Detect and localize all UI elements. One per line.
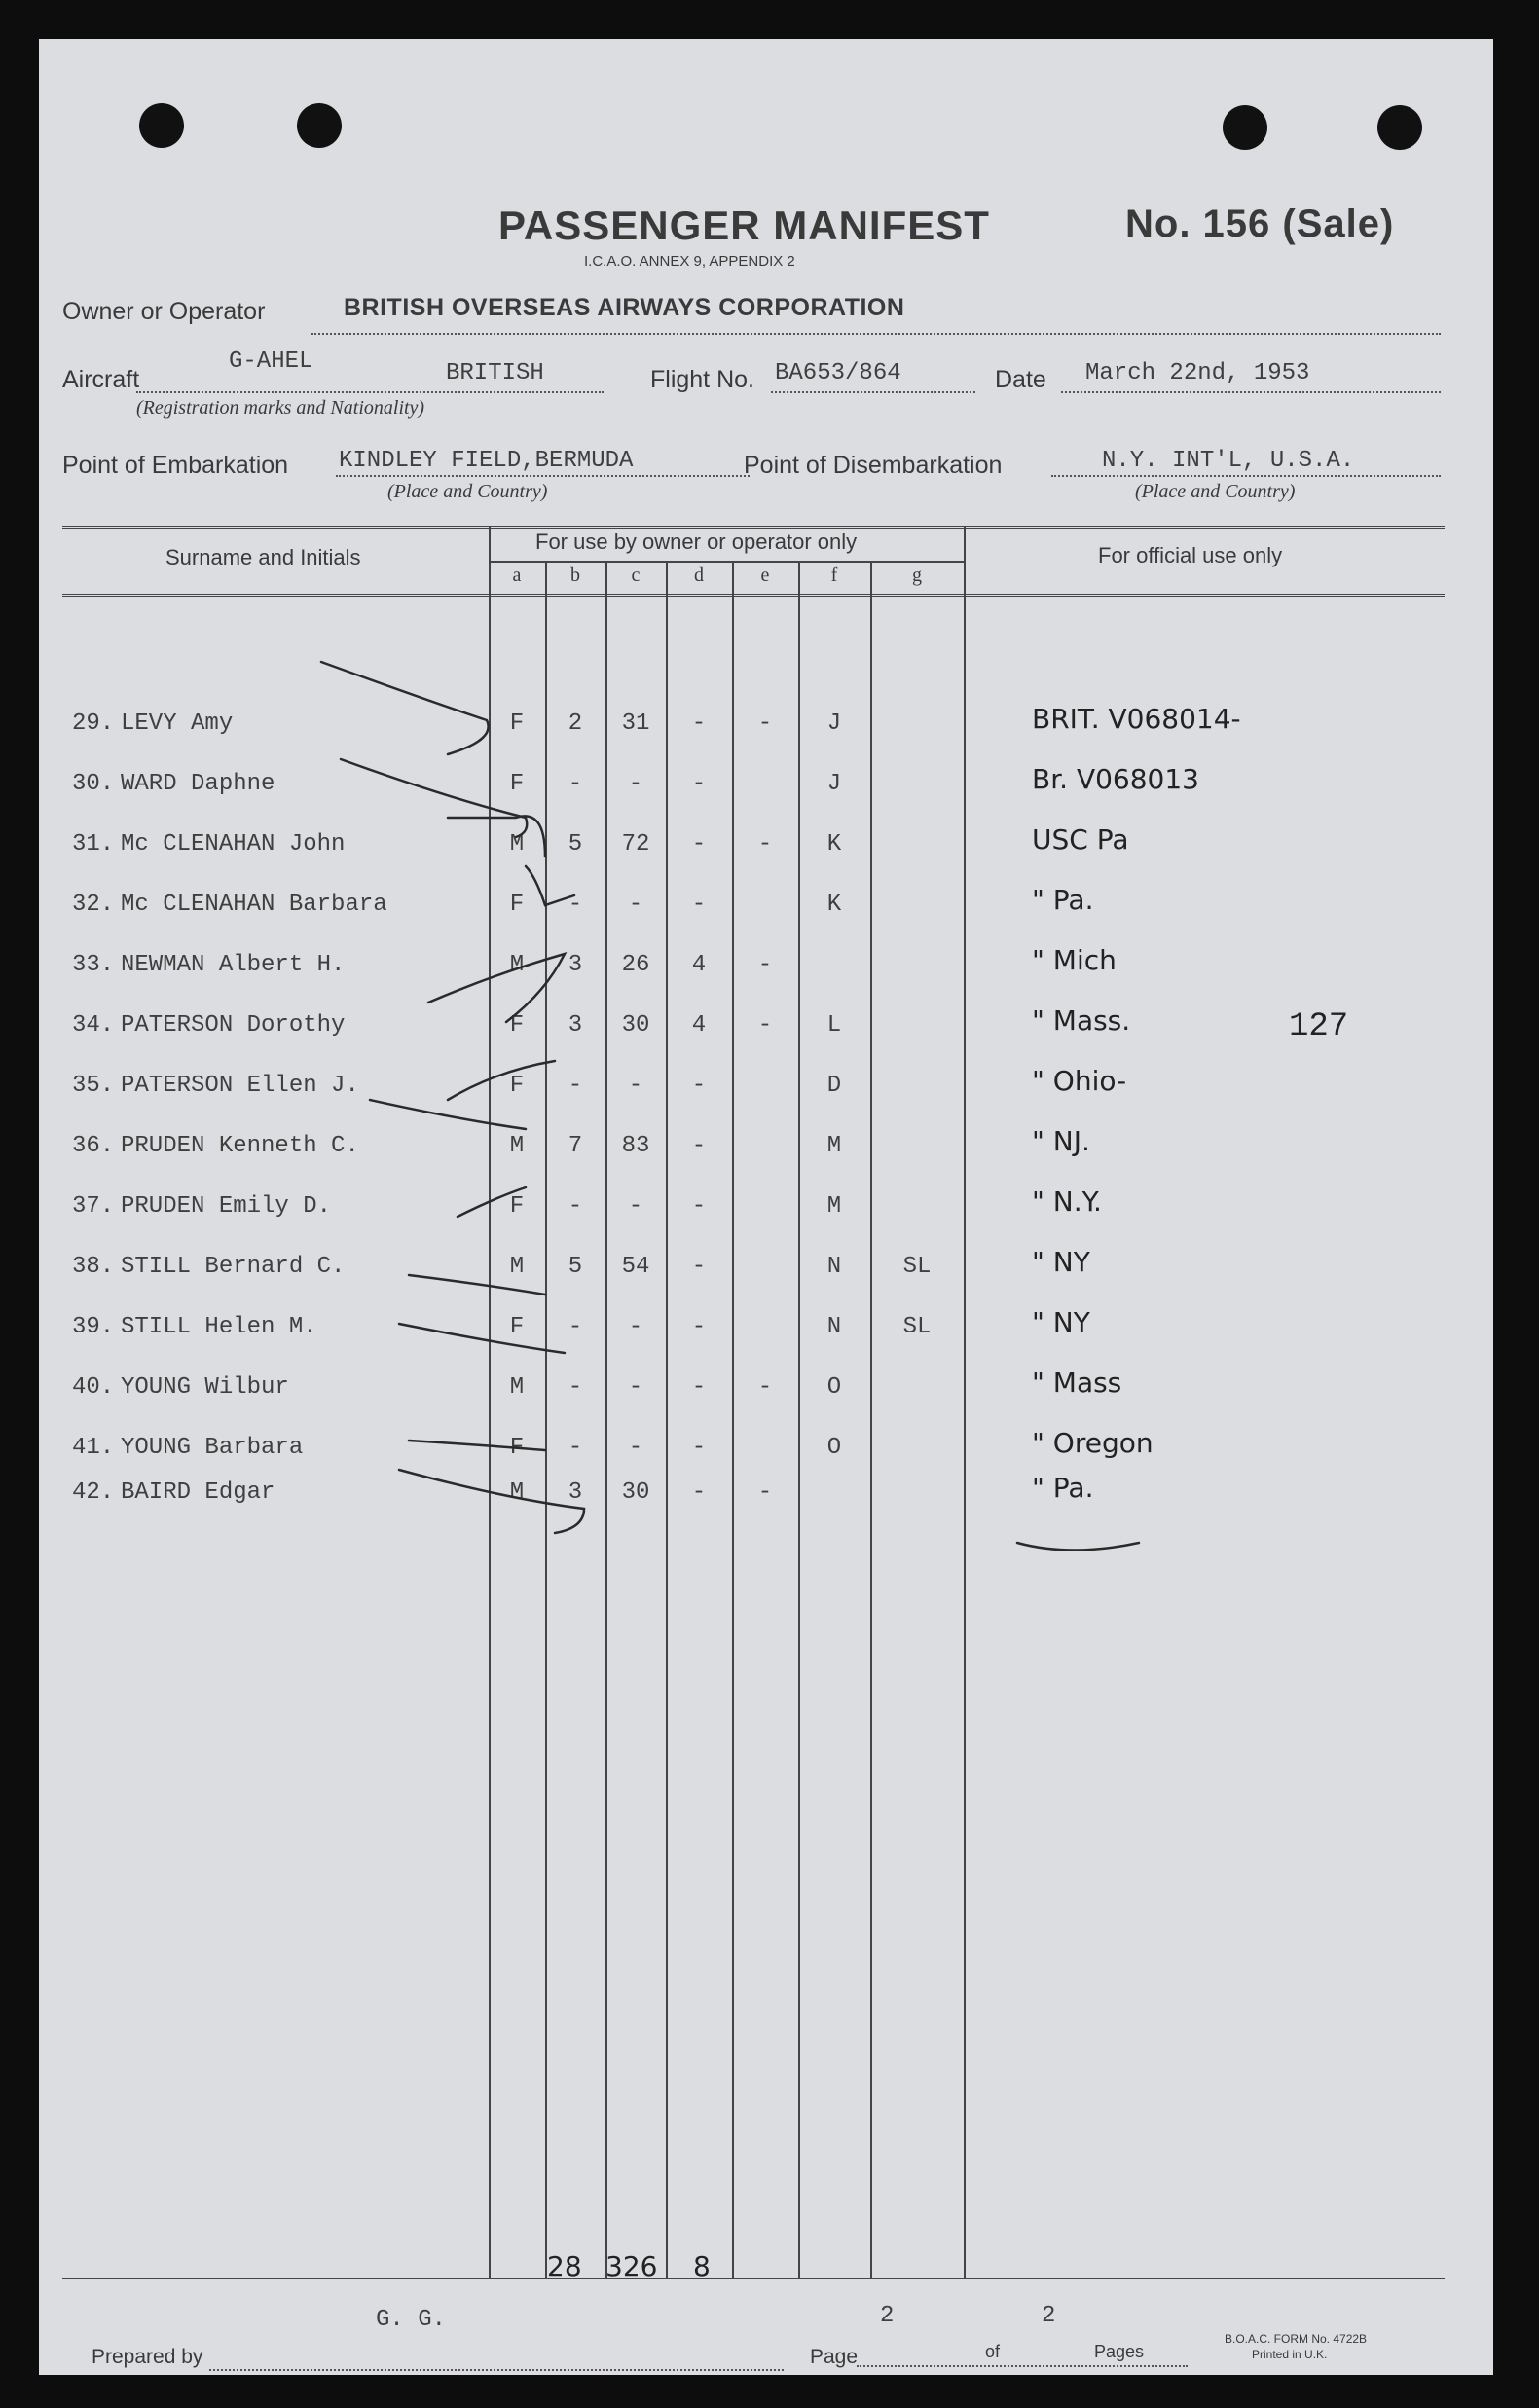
manifest-subtitle: I.C.A.O. ANNEX 9, APPENDIX 2: [584, 253, 795, 270]
row-number: 36.: [72, 1133, 115, 1159]
cell-b: -: [568, 1073, 583, 1099]
cell-c: -: [628, 1374, 643, 1401]
aircraft-label: Aircraft: [62, 366, 140, 393]
disembarkation-value: N.Y. INT'L, U.S.A.: [1102, 448, 1355, 474]
manifest-title: PASSENGER MANIFEST: [498, 202, 990, 248]
passenger-name: BAIRD Edgar: [121, 1479, 275, 1506]
official-entry: " N.Y.: [1032, 1186, 1102, 1218]
row-number: 33.: [72, 952, 115, 978]
passenger-name: YOUNG Wilbur: [121, 1374, 289, 1401]
flight-value: BA653/864: [775, 360, 901, 386]
cell-a: F: [509, 1435, 525, 1461]
cell-d: -: [691, 1073, 707, 1099]
column-e-header: e: [760, 565, 770, 586]
cell-a: F: [509, 1314, 525, 1340]
cell-f: J: [826, 771, 842, 797]
cell-c: 26: [621, 952, 650, 978]
check-stroke: [526, 866, 574, 905]
cell-c: -: [628, 1193, 643, 1220]
cell-a: F: [509, 1012, 525, 1039]
official-entry: " NJ.: [1032, 1125, 1090, 1157]
row-number: 42.: [72, 1479, 115, 1506]
cell-d: -: [691, 1314, 707, 1340]
column-f-header: f: [830, 565, 838, 586]
embarkation-note: (Place and Country): [387, 481, 548, 502]
column-d-header: d: [694, 565, 704, 586]
cell-a: F: [509, 1193, 525, 1220]
cell-e: -: [757, 1479, 773, 1506]
cell-d: -: [691, 771, 707, 797]
cell-b: 3: [568, 1012, 583, 1039]
prepared-by-label: Prepared by: [92, 2346, 203, 2368]
cell-f: K: [826, 892, 842, 918]
cell-b: -: [568, 1314, 583, 1340]
form-note: B.O.A.C. FORM No. 4722B: [1225, 2332, 1368, 2346]
cell-b: 5: [568, 831, 583, 857]
pages-label: Pages: [1094, 2342, 1145, 2361]
cell-d: -: [691, 1479, 707, 1506]
check-stroke: [409, 1275, 545, 1295]
pen-strokes: [39, 39, 1493, 2375]
cell-e: -: [757, 1374, 773, 1401]
cell-f: K: [826, 831, 842, 857]
row-number: 39.: [72, 1314, 115, 1340]
row-number: 34.: [72, 1012, 115, 1039]
manifest-sheet: [39, 39, 1493, 2375]
check-stroke: [341, 759, 527, 837]
cell-c: 30: [621, 1012, 650, 1039]
row-number: 30.: [72, 771, 115, 797]
official-column-header: For official use only: [1098, 543, 1283, 567]
cell-f: N: [826, 1314, 842, 1340]
check-stroke: [321, 662, 489, 754]
cell-d: -: [691, 892, 707, 918]
cell-f: D: [826, 1073, 842, 1099]
official-entry: " Oregon: [1032, 1427, 1154, 1459]
cell-a: F: [509, 892, 525, 918]
cell-e: -: [757, 952, 773, 978]
official-entry: Br. V068013: [1032, 763, 1199, 795]
cell-e: -: [757, 1012, 773, 1039]
passenger-name: PRUDEN Emily D.: [121, 1193, 332, 1220]
cell-b: 7: [568, 1133, 583, 1159]
cell-a: F: [509, 711, 525, 737]
flight-label: Flight No.: [650, 366, 754, 393]
cell-b: -: [568, 1435, 583, 1461]
cell-f: M: [826, 1133, 842, 1159]
cell-f: J: [826, 711, 842, 737]
printed-note: Printed in U.K.: [1252, 2348, 1328, 2361]
column-c-header: c: [631, 565, 641, 586]
row-number: 32.: [72, 892, 115, 918]
cell-a: F: [509, 771, 525, 797]
cell-c: 72: [621, 831, 650, 857]
row-number: 41.: [72, 1435, 115, 1461]
cell-d: 4: [691, 1012, 707, 1039]
cell-g: SL: [902, 1314, 932, 1340]
cell-b: -: [568, 1193, 583, 1220]
aircraft-note: (Registration marks and Nationality): [136, 397, 425, 419]
check-stroke: [448, 816, 545, 857]
column-b-header: b: [570, 565, 580, 586]
passenger-name: PATERSON Ellen J.: [121, 1073, 359, 1099]
cell-d: 4: [691, 952, 707, 978]
passenger-name: STILL Helen M.: [121, 1314, 317, 1340]
cell-d: -: [691, 831, 707, 857]
cell-f: O: [826, 1374, 842, 1401]
row-number: 38.: [72, 1254, 115, 1280]
official-entry: " Pa.: [1032, 884, 1094, 916]
owner-column-header: For use by owner or operator only: [535, 529, 858, 554]
cell-a: F: [509, 1073, 525, 1099]
cell-e: -: [757, 831, 773, 857]
column-a-header: a: [512, 565, 522, 586]
check-stroke: [428, 954, 565, 1022]
row-number: 31.: [72, 831, 115, 857]
cell-d: -: [691, 1193, 707, 1220]
total-c: 326: [605, 2250, 658, 2282]
name-column-header: Surname and Initials: [165, 545, 361, 569]
page-value: 2: [880, 2303, 895, 2329]
row-number: 37.: [72, 1193, 115, 1220]
cell-d: -: [691, 1435, 707, 1461]
pages-value: 2: [1042, 2303, 1056, 2329]
cell-b: 2: [568, 711, 583, 737]
row-number: 40.: [72, 1374, 115, 1401]
cell-b: 5: [568, 1254, 583, 1280]
cell-b: -: [568, 1374, 583, 1401]
cell-c: 83: [621, 1133, 650, 1159]
cell-c: 31: [621, 711, 650, 737]
disembarkation-label: Point of Disembarkation: [744, 452, 1003, 479]
disembarkation-note: (Place and Country): [1135, 481, 1296, 502]
cell-f: N: [826, 1254, 842, 1280]
underline-stroke: [1017, 1543, 1139, 1551]
passenger-name: Mc CLENAHAN Barbara: [121, 892, 387, 918]
official-entry: " Mass: [1032, 1367, 1122, 1399]
row-number: 35.: [72, 1073, 115, 1099]
passenger-name: WARD Daphne: [121, 771, 275, 797]
row-number: 29.: [72, 711, 115, 737]
date-value: March 22nd, 1953: [1085, 360, 1310, 386]
cell-d: -: [691, 711, 707, 737]
prepared-by-value: G. G.: [376, 2307, 447, 2333]
check-stroke: [448, 1061, 555, 1100]
column-g-header: g: [912, 565, 922, 586]
cell-c: -: [628, 892, 643, 918]
cell-a: M: [509, 1479, 525, 1506]
check-stroke: [458, 1187, 526, 1217]
cell-a: M: [509, 1254, 525, 1280]
cell-a: M: [509, 831, 525, 857]
cell-e: -: [757, 711, 773, 737]
cell-a: M: [509, 1374, 525, 1401]
aircraft-registration: G-AHEL: [229, 348, 313, 375]
cell-f: O: [826, 1435, 842, 1461]
embarkation-label: Point of Embarkation: [62, 452, 289, 479]
check-stroke: [399, 1470, 584, 1533]
cell-f: L: [826, 1012, 842, 1039]
cell-f: M: [826, 1193, 842, 1220]
cell-c: -: [628, 1073, 643, 1099]
passenger-name: NEWMAN Albert H.: [121, 952, 346, 978]
cell-c: -: [628, 1435, 643, 1461]
cell-b: 3: [568, 952, 583, 978]
official-entry: " Mass.: [1032, 1004, 1131, 1037]
official-entry: " NY: [1032, 1246, 1090, 1278]
side-total: 127: [1289, 1008, 1349, 1045]
cell-d: -: [691, 1133, 707, 1159]
passenger-name: PATERSON Dorothy: [121, 1012, 346, 1039]
aircraft-nationality: BRITISH: [446, 360, 544, 386]
total-d: 8: [693, 2250, 711, 2282]
cell-d: -: [691, 1374, 707, 1401]
check-stroke: [370, 1100, 526, 1129]
cell-d: -: [691, 1254, 707, 1280]
date-label: Date: [995, 366, 1046, 393]
official-entry: " Ohio-: [1032, 1065, 1127, 1097]
total-b: 28: [547, 2250, 582, 2282]
of-label: of: [985, 2342, 1001, 2361]
passenger-name: LEVY Amy: [121, 711, 234, 737]
cell-c: 30: [621, 1479, 650, 1506]
cell-a: M: [509, 952, 525, 978]
cell-c: -: [628, 771, 643, 797]
check-stroke: [409, 1441, 545, 1450]
official-entry: USC Pa: [1032, 823, 1129, 856]
passenger-name: YOUNG Barbara: [121, 1435, 304, 1461]
official-entry: " Pa.: [1032, 1472, 1094, 1504]
cell-c: -: [628, 1314, 643, 1340]
official-entry: " NY: [1032, 1306, 1090, 1338]
page-label: Page: [810, 2346, 859, 2368]
embarkation-value: KINDLEY FIELD,BERMUDA: [339, 448, 634, 474]
cell-g: SL: [902, 1254, 932, 1280]
passenger-name: STILL Bernard C.: [121, 1254, 346, 1280]
cell-c: 54: [621, 1254, 650, 1280]
owner-label: Owner or Operator: [62, 298, 266, 325]
cell-b: -: [568, 771, 583, 797]
cell-b: 3: [568, 1479, 583, 1506]
official-entry: " Mich: [1032, 944, 1117, 976]
check-stroke: [399, 1324, 565, 1353]
cell-b: -: [568, 892, 583, 918]
passenger-name: PRUDEN Kenneth C.: [121, 1133, 359, 1159]
passenger-name: Mc CLENAHAN John: [121, 831, 346, 857]
manifest-number: No. 156 (Sale): [1125, 202, 1395, 245]
official-entry: BRIT. V068014-: [1032, 703, 1241, 735]
cell-a: M: [509, 1133, 525, 1159]
owner-value: BRITISH OVERSEAS AIRWAYS CORPORATION: [344, 294, 905, 321]
